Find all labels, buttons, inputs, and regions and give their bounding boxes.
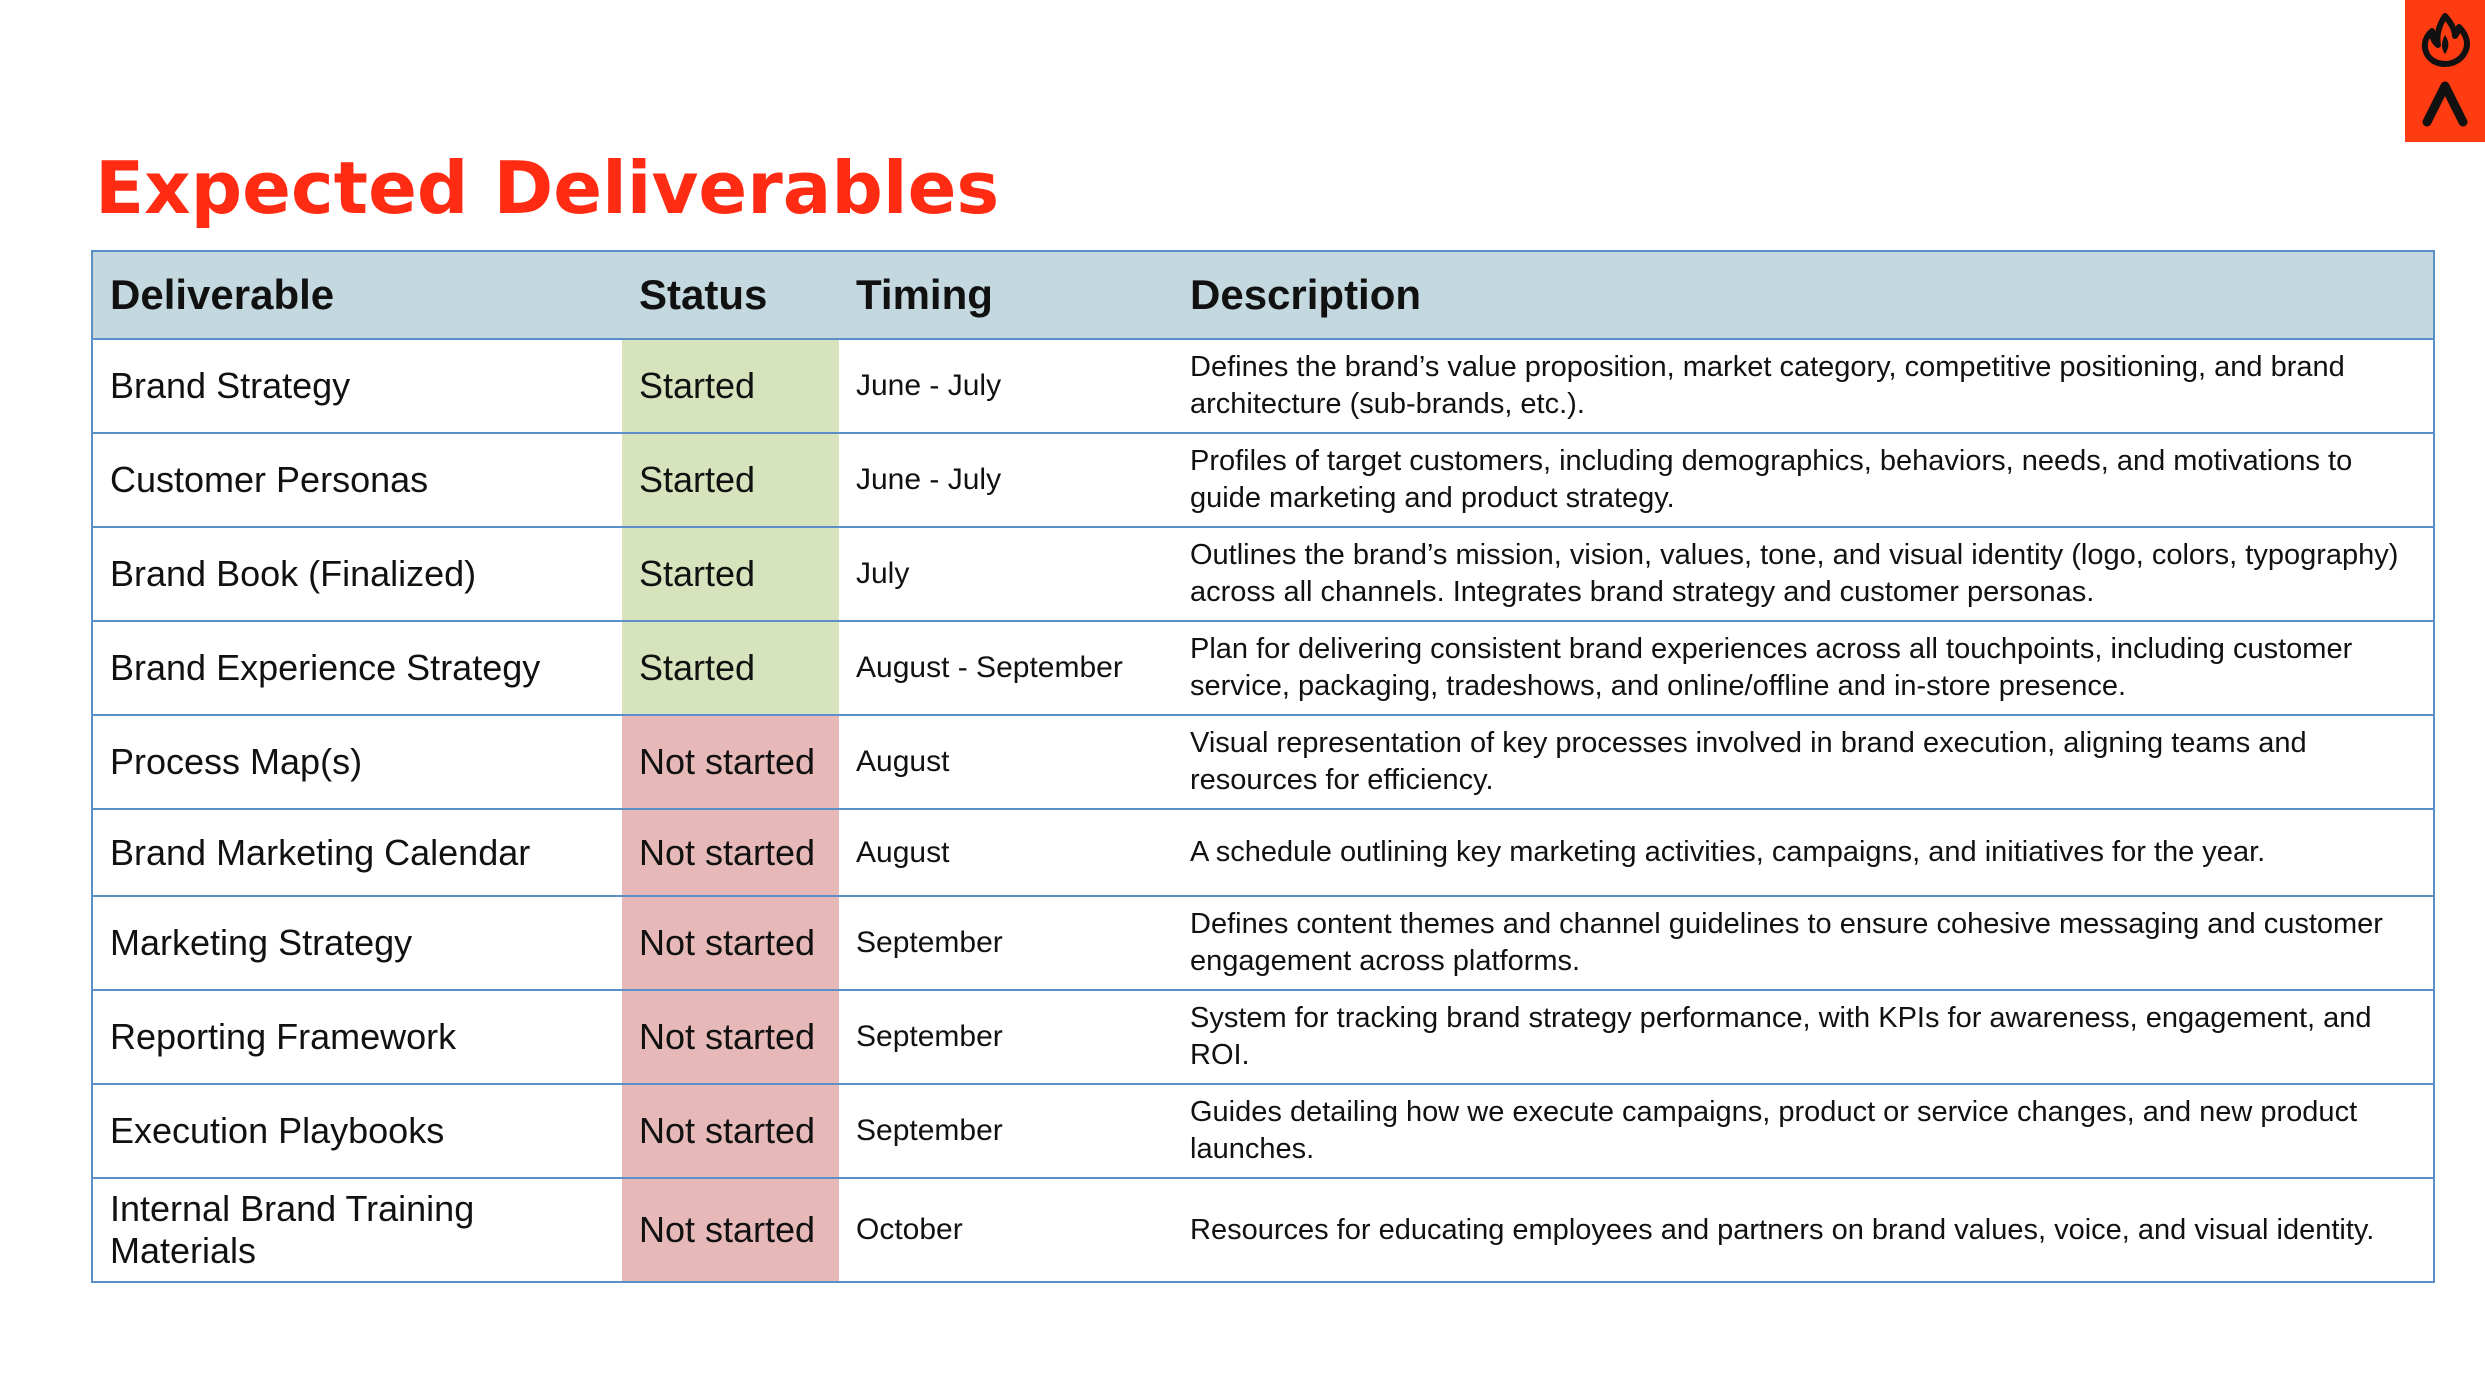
deliverable-cell: Brand Book (Finalized) (92, 527, 622, 621)
deliverable-cell: Execution Playbooks (92, 1084, 622, 1178)
page-title: Expected Deliverables (95, 146, 1000, 230)
deliverable-cell: Process Map(s) (92, 715, 622, 809)
deliverable-cell: Reporting Framework (92, 990, 622, 1084)
description-cell: System for tracking brand strategy performance, with KPIs for awareness, engagement, and ROI. (1173, 990, 2434, 1084)
column-header-description: Description (1173, 251, 2434, 339)
table-row (92, 990, 2434, 1084)
status-cell: Started (622, 433, 839, 527)
status-cell: Not started (622, 1084, 839, 1178)
timing-cell: June - July (839, 339, 1173, 433)
table-row (92, 621, 2434, 715)
deliverable-cell: Brand Marketing Calendar (92, 809, 622, 896)
table-row (92, 433, 2434, 527)
status-cell: Not started (622, 896, 839, 990)
status-cell: Not started (622, 1178, 839, 1282)
description-cell: Defines content themes and channel guidelines to ensure cohesive messaging and customer engagement across platforms. (1173, 896, 2434, 990)
timing-cell: September (839, 1084, 1173, 1178)
table-row (92, 1178, 2434, 1282)
brand-logo-icon (2405, 0, 2485, 142)
timing-cell: August (839, 715, 1173, 809)
table-row (92, 1084, 2434, 1178)
deliverable-cell: Marketing Strategy (92, 896, 622, 990)
description-cell: Guides detailing how we execute campaigns, product or service changes, and new product launches. (1173, 1084, 2434, 1178)
description-cell: Visual representation of key processes involved in brand execution, aligning teams and resources for efficiency. (1173, 715, 2434, 809)
status-cell: Not started (622, 990, 839, 1084)
column-header-timing: Timing (839, 251, 1173, 339)
status-cell: Not started (622, 715, 839, 809)
table-header-row (92, 251, 2434, 339)
timing-cell: July (839, 527, 1173, 621)
status-cell: Started (622, 339, 839, 433)
description-cell: Profiles of target customers, including demographics, behaviors, needs, and motivations to guide marketing and product strategy. (1173, 433, 2434, 527)
deliverables-table (91, 250, 2435, 1283)
description-cell: Plan for delivering consistent brand experiences across all touchpoints, including customer service, packaging, tradeshows, and online/offline and in-store presence. (1173, 621, 2434, 715)
description-cell: Resources for educating employees and partners on brand values, voice, and visual identity. (1173, 1178, 2434, 1282)
description-cell: Defines the brand’s value proposition, market category, competitive positioning, and brand architecture (sub-brands, etc.). (1173, 339, 2434, 433)
deliverable-cell: Internal Brand Training Materials (92, 1178, 622, 1282)
table-row (92, 339, 2434, 433)
status-cell: Not started (622, 809, 839, 896)
timing-cell: June - July (839, 433, 1173, 527)
description-cell: A schedule outlining key marketing activities, campaigns, and initiatives for the year. (1173, 809, 2434, 896)
timing-cell: September (839, 896, 1173, 990)
status-cell: Started (622, 621, 839, 715)
timing-cell: October (839, 1178, 1173, 1282)
column-header-deliverable: Deliverable (92, 251, 622, 339)
table-row (92, 896, 2434, 990)
status-cell: Started (622, 527, 839, 621)
brand-logo (2405, 0, 2485, 142)
timing-cell: August (839, 809, 1173, 896)
timing-cell: September (839, 990, 1173, 1084)
deliverable-cell: Brand Strategy (92, 339, 622, 433)
deliverable-cell: Customer Personas (92, 433, 622, 527)
timing-cell: August - September (839, 621, 1173, 715)
table-row (92, 715, 2434, 809)
column-header-status: Status (622, 251, 839, 339)
table-row (92, 527, 2434, 621)
description-cell: Outlines the brand’s mission, vision, values, tone, and visual identity (logo, colors, typography) across all channels. Integrates brand strategy and customer personas. (1173, 527, 2434, 621)
table-row (92, 809, 2434, 896)
deliverable-cell: Brand Experience Strategy (92, 621, 622, 715)
